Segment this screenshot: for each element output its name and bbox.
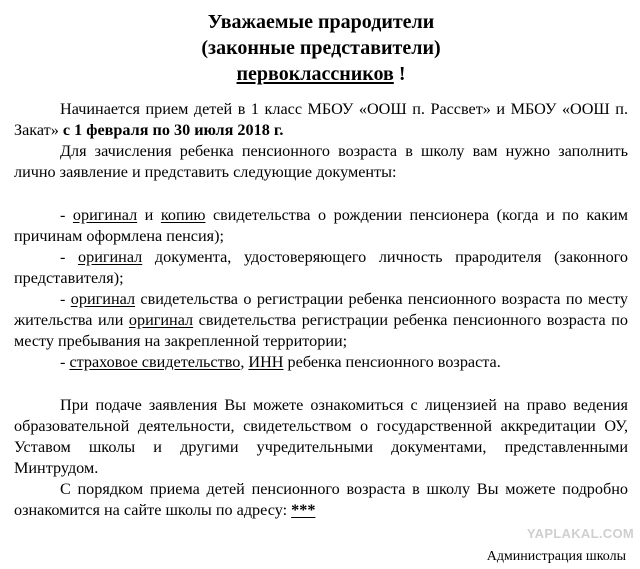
list-underlined: оригинал — [72, 206, 138, 224]
list-underlined: ИНН — [248, 353, 284, 371]
list-item — [14, 247, 628, 289]
intro-dates: с 1 февраля по 30 июля 2018 г. — [62, 121, 284, 139]
info-paragraph: При подаче заявления Вы можете ознакомиться с лицензией на право ведения образовательной деятельности, свидетельством о государственной аккредитации ОУ, Уставом школы и другими учредительными документами, представленными Минтрудом. — [14, 396, 628, 477]
list-underlined: оригинал — [70, 290, 136, 308]
list-text: свидетельства о рождении пенсионера (когда и по каким причинам оформлена пенсия); — [14, 206, 629, 245]
notice-page — [14, 9, 628, 521]
list-text: и — [137, 206, 161, 224]
list-text: свидетельства о регистрации ребенка пенсионного возраста по месту жительства или — [14, 290, 628, 329]
list-text: ребенка пенсионного возраста. — [283, 353, 501, 371]
list-underlined: страховое свидетельство — [69, 353, 241, 371]
list-underlined: оригинал — [128, 311, 194, 329]
list-underlined: копию — [160, 206, 206, 224]
list-text: документа, удостоверяющего личность прародителя (законного представителя); — [14, 248, 628, 287]
title-line-2: (законные представители) — [201, 37, 441, 59]
title-line-1: Уважаемые прародители — [207, 11, 435, 33]
list-dash: - — [60, 290, 71, 308]
list-underlined: оригинал — [78, 248, 143, 266]
spacer — [14, 373, 628, 395]
list-dash: - — [60, 353, 70, 371]
procedure-text: С порядком приема детей пенсионного возраста в школу Вы можете подробно ознакомится на сайте школы по адресу: — [14, 480, 628, 519]
list-dash: - — [60, 206, 73, 224]
spacer — [14, 183, 628, 205]
school-address: *** — [291, 501, 316, 519]
list-item — [14, 205, 628, 247]
procedure-paragraph — [14, 479, 628, 521]
list-dash: - — [60, 248, 79, 266]
signature: Администрация школы — [486, 549, 626, 564]
list-text: свидетельства регистрации ребенка пенсионного возраста по месту пребывания на закрепленной территории; — [14, 311, 628, 350]
title-exclamation: ! — [393, 63, 406, 85]
list-item — [14, 289, 628, 352]
list-item — [14, 352, 628, 373]
requirement-paragraph: Для зачисления ребенка пенсионного возраста в школу вам нужно заполнить лично заявление и представить следующие документы: — [14, 142, 628, 181]
watermark: YAPLAKAL.COM — [526, 526, 634, 541]
intro-paragraph — [14, 99, 628, 141]
intro-text: Начинается прием детей в 1 класс МБОУ «ООШ п. Рассвет» и МБОУ «ООШ п. Закат» — [14, 100, 628, 139]
title-first-graders: первоклассников — [236, 63, 394, 85]
notice-title — [14, 9, 628, 87]
list-text: , — [240, 353, 249, 371]
title-line-3 — [14, 61, 628, 87]
